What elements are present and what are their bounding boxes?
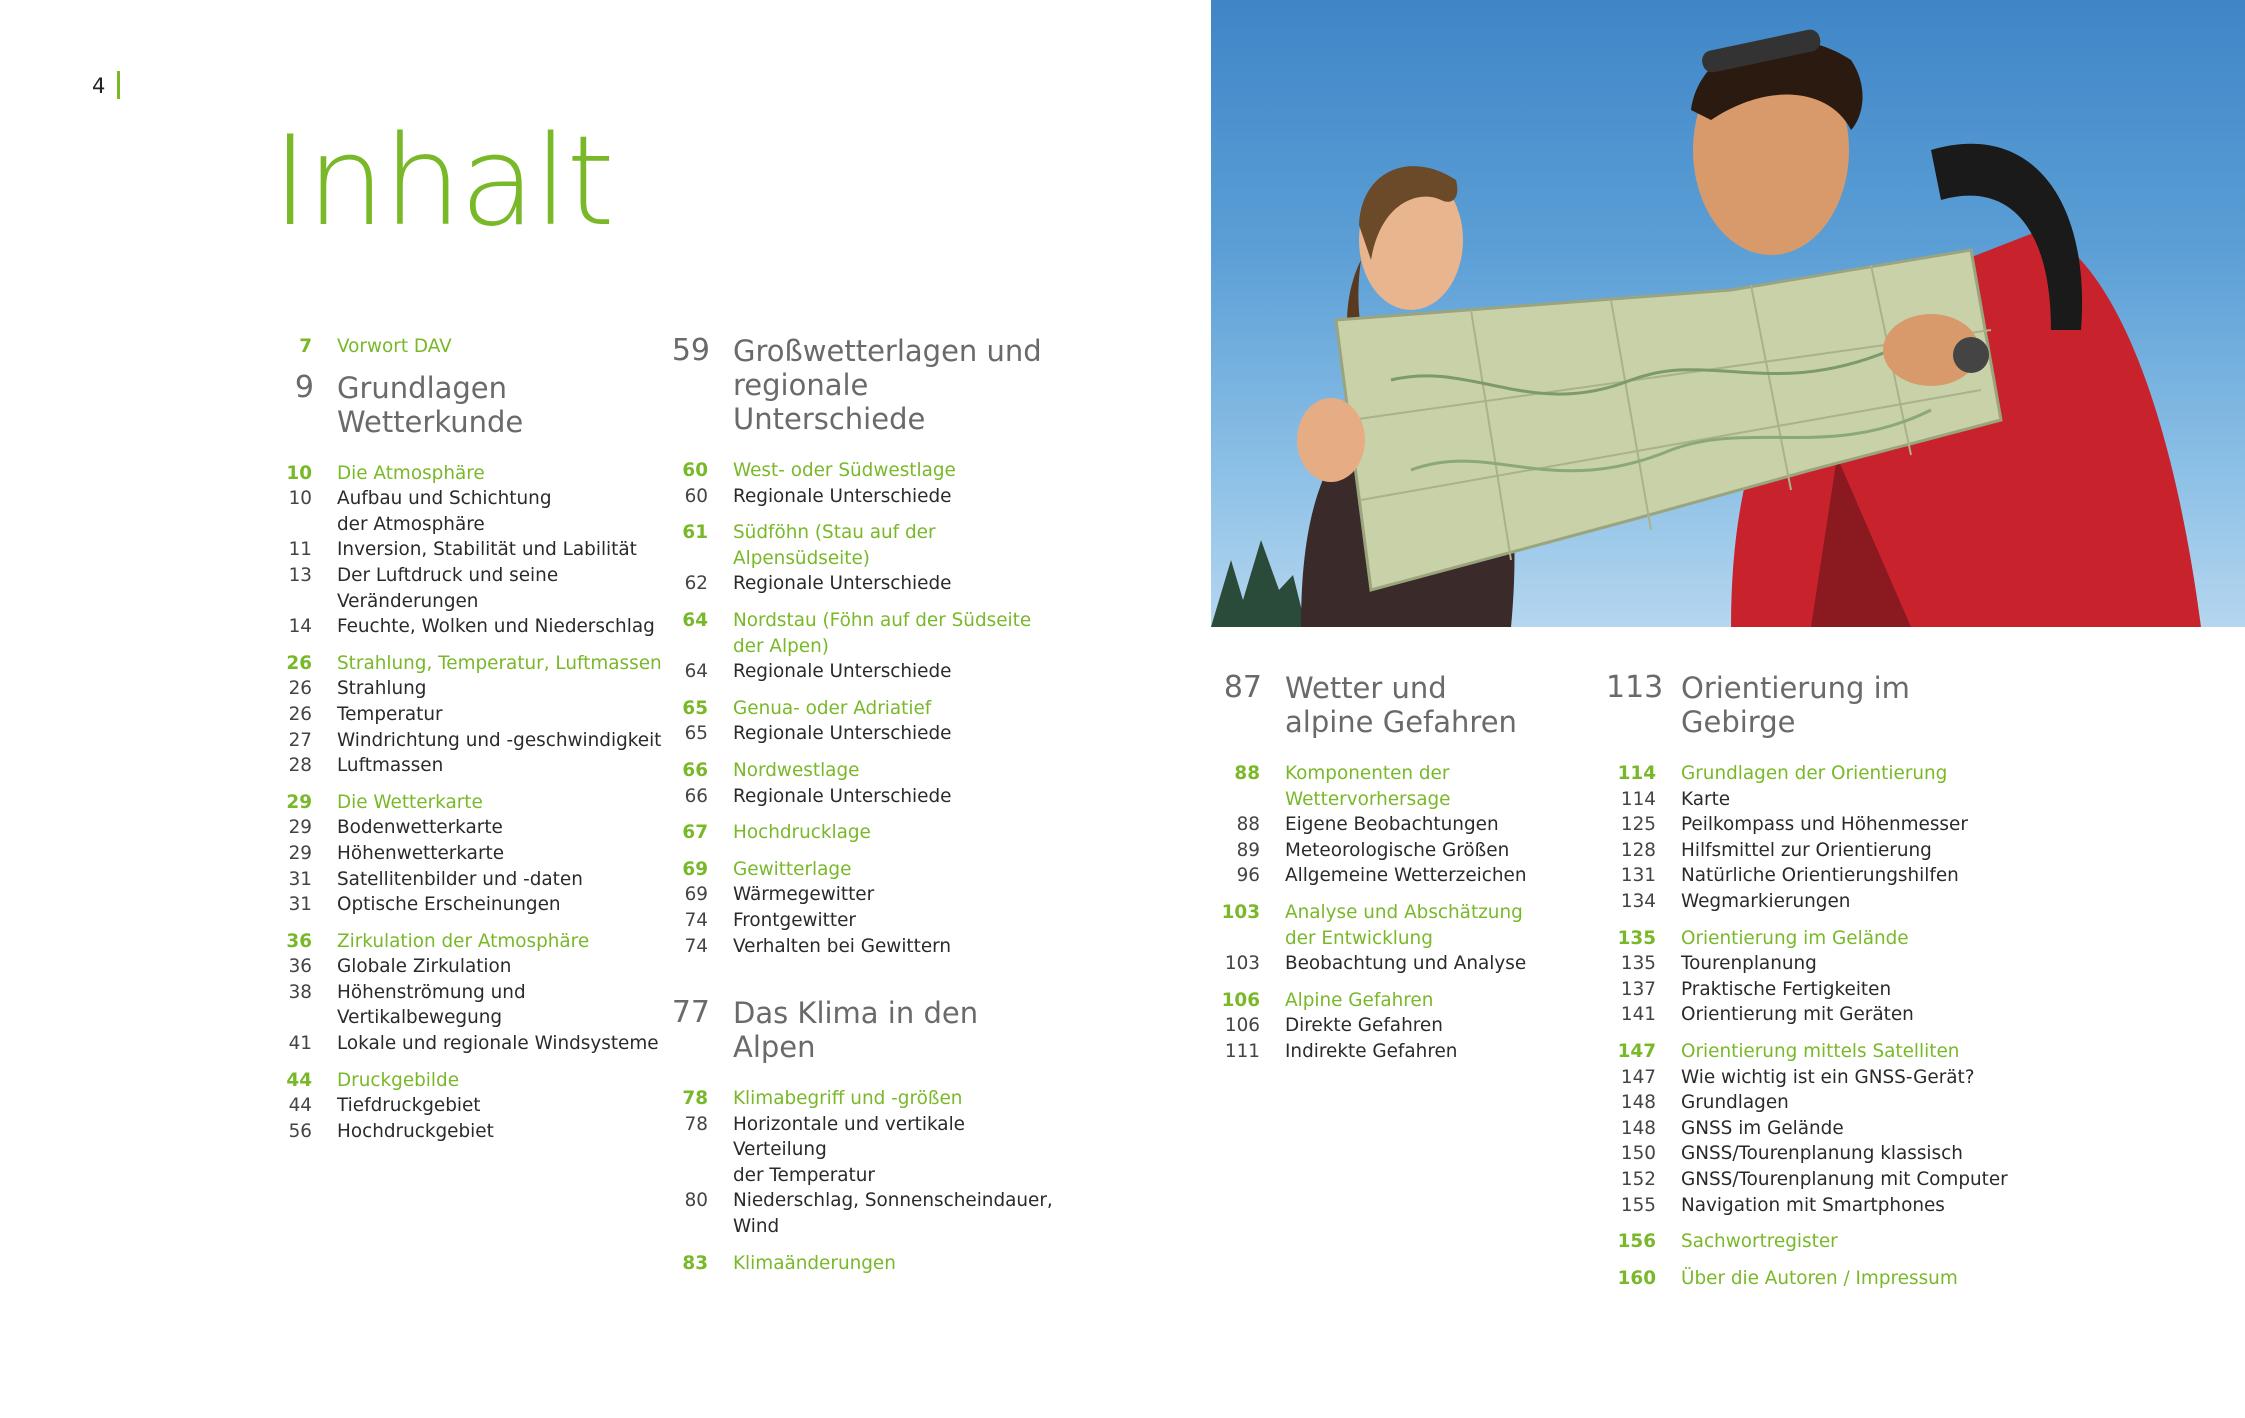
chapter-heading — [262, 371, 682, 439]
toc-page-number: 44 — [288, 1095, 312, 1117]
chapter-heading — [658, 996, 1058, 1064]
toc-entry-title: Hilfsmittel zur Orientierung — [1681, 839, 1932, 861]
toc-group — [1606, 1229, 2026, 1255]
toc-entry-title: Indirekte Gefahren — [1285, 1040, 1458, 1062]
toc-entry — [1606, 863, 2026, 889]
toc-entry — [1210, 863, 1630, 889]
toc-entry-title: Strahlung — [337, 678, 427, 700]
toc-page-number: 36 — [286, 930, 312, 952]
toc-entry-title: Alpine Gefahren — [1285, 989, 1434, 1011]
toc-entry-title: Peilkompass und Höhenmesser — [1681, 814, 1968, 836]
toc-entry-title: Navigation mit Smartphones — [1681, 1194, 1945, 1216]
toc-entry — [262, 563, 682, 614]
toc-entry-title: Analyse und Abschätzung der Entwicklung — [1285, 901, 1523, 949]
toc-entry-title: Beobachtung und Analyse — [1285, 953, 1527, 975]
toc-entry — [1606, 951, 2026, 977]
toc-page-number: 26 — [288, 678, 312, 700]
toc-page-number: 64 — [684, 661, 708, 683]
toc-entry — [1210, 1039, 1630, 1065]
toc-page-number: 141 — [1620, 1004, 1656, 1026]
toc-group — [658, 1086, 1058, 1240]
toc-section-entry — [658, 696, 1058, 722]
toc-page-number: 152 — [1620, 1168, 1656, 1190]
toc-page-number: 60 — [684, 485, 708, 507]
toc-entry — [1210, 1013, 1630, 1039]
toc-page-number: 13 — [288, 564, 312, 586]
toc-page-number: 114 — [1620, 788, 1656, 810]
toc-page-number: 7 — [299, 336, 312, 357]
toc-entry-title: Klimabegriff und -größen — [733, 1088, 963, 1110]
toc-page-number: 156 — [1617, 1231, 1656, 1253]
toc-entry-title: Druckgebilde — [337, 1069, 460, 1091]
page-title: Inhalt — [272, 110, 613, 254]
toc-page-number: 66 — [684, 785, 708, 807]
toc-page-number: 69 — [684, 884, 708, 906]
toc-group — [1210, 900, 1630, 977]
toc-entry — [658, 571, 1058, 597]
toc-entry — [262, 954, 682, 980]
toc-entry-title: Praktische Fertigkeiten — [1681, 978, 1892, 1000]
toc-entry — [1606, 1141, 2026, 1167]
chapter-page-number: 77 — [671, 995, 710, 1031]
toc-page-number: 60 — [682, 460, 708, 481]
toc-entry-title: Meteorologische Größen — [1285, 839, 1510, 861]
chapter-title: Das Klima in den Alpen — [733, 996, 979, 1065]
toc-group — [262, 790, 682, 918]
toc-entry — [262, 841, 682, 867]
toc-section-entry — [1210, 988, 1630, 1014]
toc-section-entry — [658, 758, 1058, 784]
chapter-page-number: 9 — [294, 369, 314, 405]
toc-entry-title: Regionale Unterschiede — [733, 485, 952, 507]
chapter-page-number: 113 — [1606, 670, 1664, 705]
toc-column-1 — [262, 334, 682, 1155]
toc-entry — [658, 484, 1058, 510]
chapter-title: Orientierung im Gebirge — [1681, 671, 1910, 739]
toc-group — [658, 520, 1058, 597]
chapter-page-number: 59 — [671, 333, 710, 368]
toc-entry-title: Tourenplanung — [1681, 953, 1817, 975]
toc-page-number: 66 — [682, 759, 708, 781]
toc-section-entry — [658, 820, 1058, 846]
toc-page-number: 125 — [1620, 814, 1656, 836]
toc-entry — [658, 721, 1058, 747]
toc-entry — [262, 1093, 682, 1119]
toc-entry-title: Zirkulation der Atmosphäre — [337, 930, 590, 952]
toc-entry-title: Temperatur — [337, 703, 443, 725]
toc-entry — [658, 934, 1058, 960]
toc-page-number: 88 — [1236, 814, 1260, 836]
toc-entry — [262, 815, 682, 841]
toc-entry-title: Regionale Unterschiede — [733, 785, 952, 807]
toc-entry-title: Direkte Gefahren — [1285, 1015, 1443, 1037]
toc-section-entry — [262, 1068, 682, 1094]
toc-group — [262, 334, 682, 360]
toc-page-number: 14 — [288, 616, 312, 638]
toc-entry-title: Bodenwetterkarte — [337, 817, 503, 839]
toc-section-entry — [1606, 926, 2026, 952]
toc-entry — [658, 908, 1058, 934]
toc-page-number: 80 — [684, 1190, 708, 1212]
toc-page-number: 10 — [288, 488, 312, 510]
toc-entry — [1606, 1090, 2026, 1116]
toc-group — [658, 857, 1058, 959]
toc-entry — [262, 867, 682, 893]
toc-entry-title: Strahlung, Temperatur, Luftmassen — [337, 652, 662, 674]
toc-section-entry — [262, 651, 682, 677]
toc-entry-title: Der Luftdruck und seine Veränderungen — [337, 564, 559, 612]
toc-entry-title: Feuchte, Wolken und Niederschlag — [337, 616, 655, 638]
toc-page-number: 69 — [682, 858, 708, 880]
toc-page-number: 147 — [1617, 1040, 1656, 1062]
toc-page-number: 26 — [286, 652, 312, 674]
toc-entry-title: Wärmegewitter — [733, 884, 875, 906]
toc-entry — [262, 702, 682, 728]
toc-section-entry — [658, 520, 1058, 571]
toc-entry — [262, 1119, 682, 1145]
toc-entry-title: Grundlagen der Orientierung — [1681, 763, 1948, 784]
toc-page-number: 83 — [682, 1252, 708, 1274]
toc-entry-title: Die Wetterkarte — [337, 791, 483, 813]
toc-entry-title: Gewitterlage — [733, 858, 852, 880]
toc-entry — [262, 1031, 682, 1057]
toc-page-number: 31 — [288, 894, 312, 916]
toc-group — [1606, 1266, 2026, 1292]
chapter-page-number: 87 — [1223, 670, 1262, 705]
toc-page-number: 29 — [288, 842, 312, 864]
toc-page-number: 29 — [288, 817, 312, 839]
toc-entry-title: Tiefdruckgebiet — [337, 1095, 481, 1117]
toc-section-entry — [262, 929, 682, 955]
toc-entry-title: Globale Zirkulation — [337, 956, 512, 978]
toc-group — [262, 651, 682, 779]
toc-page-number: 78 — [684, 1113, 708, 1135]
toc-entry-title: Aufbau und Schichtung der Atmosphäre — [337, 488, 552, 535]
toc-entry — [1606, 1193, 2026, 1219]
toc-section-entry — [262, 461, 682, 487]
toc-entry-title: Wie wichtig ist ein GNSS-Gerät? — [1681, 1066, 1975, 1088]
toc-entry — [262, 753, 682, 779]
toc-entry — [658, 1188, 1058, 1239]
toc-page-number: 114 — [1617, 763, 1656, 784]
toc-entry — [658, 1112, 1058, 1189]
toc-entry — [1606, 1065, 2026, 1091]
toc-page-number: 27 — [288, 729, 312, 751]
toc-page-number: 74 — [684, 909, 708, 931]
toc-entry-title: Hochdruckgebiet — [337, 1120, 494, 1142]
toc-entry — [262, 676, 682, 702]
toc-entry-title: Südföhn (Stau auf der Alpensüdseite) — [733, 522, 936, 569]
toc-entry-title: Genua- oder Adriatief — [733, 697, 932, 719]
toc-page-number: 10 — [286, 462, 312, 484]
toc-page-number: 28 — [288, 755, 312, 777]
toc-entry-title: Regionale Unterschiede — [733, 573, 952, 595]
toc-column-4 — [1606, 671, 2026, 1302]
toc-page-number: 74 — [684, 935, 708, 957]
toc-entry-title: Klimaänderungen — [733, 1252, 896, 1274]
toc-entry-title: Frontgewitter — [733, 909, 856, 931]
toc-page-number: 11 — [288, 539, 312, 561]
toc-entry-title: Orientierung mit Geräten — [1681, 1004, 1914, 1026]
chapter-heading — [1210, 671, 1630, 739]
toc-entry-title: Orientierung mittels Satelliten — [1681, 1040, 1960, 1062]
toc-entry — [1606, 1167, 2026, 1193]
section-spacer — [658, 970, 1058, 996]
toc-entry — [1210, 838, 1630, 864]
toc-section-entry — [1606, 761, 2026, 787]
toc-section-entry — [1606, 1229, 2026, 1255]
chapter-title: Großwetterlagen und regionale Unterschiede — [733, 334, 1042, 436]
toc-group — [658, 1251, 1058, 1277]
toc-group — [262, 929, 682, 1057]
chapter-title: Grundlagen Wetterkunde — [337, 370, 524, 439]
toc-entry — [658, 659, 1058, 685]
toc-entry — [1606, 1116, 2026, 1142]
toc-page-number: 128 — [1620, 839, 1656, 861]
toc-entry — [262, 728, 682, 754]
toc-page-number: 103 — [1221, 901, 1260, 923]
toc-entry-title: Lokale und regionale Windsysteme — [337, 1033, 659, 1055]
chapter-title: Wetter und alpine Gefahren — [1285, 671, 1517, 739]
toc-entry-title: Grundlagen — [1681, 1092, 1789, 1114]
toc-entry-title: Höhenströmung und Vertikalbewegung — [337, 981, 526, 1029]
toc-entry-title: Luftmassen — [337, 755, 444, 777]
chapter-heading — [1606, 671, 2026, 739]
toc-entry — [1606, 812, 2026, 838]
toc-page-number: 106 — [1221, 989, 1260, 1011]
toc-entry — [262, 537, 682, 563]
toc-section-entry — [658, 1251, 1058, 1277]
toc-entry-title: Satellitenbilder und -daten — [337, 868, 583, 890]
toc-page-number: 148 — [1620, 1117, 1656, 1139]
toc-page-number: 88 — [1234, 763, 1260, 784]
toc-entry — [262, 486, 682, 537]
toc-page-number: 137 — [1620, 978, 1656, 1000]
photo-illustration — [1211, 0, 2245, 627]
toc-page-number: 61 — [682, 522, 708, 544]
toc-entry — [1606, 838, 2026, 864]
toc-entry-title: Nordstau (Föhn auf der Südseite der Alpen) — [733, 609, 1032, 657]
toc-entry-title: Die Atmosphäre — [337, 462, 485, 484]
toc-page-number: 56 — [288, 1120, 312, 1142]
toc-page-number: 106 — [1224, 1015, 1260, 1037]
toc-page-number: 96 — [1236, 865, 1260, 887]
toc-group — [658, 608, 1058, 685]
toc-entry-title: Optische Erscheinungen — [337, 894, 561, 916]
toc-entry — [1210, 812, 1630, 838]
toc-page-number: 150 — [1620, 1143, 1656, 1165]
toc-page-number: 135 — [1620, 953, 1656, 975]
toc-entry-title: GNSS/Tourenplanung mit Computer — [1681, 1168, 2008, 1190]
toc-group — [1606, 1039, 2026, 1218]
toc-entry — [262, 614, 682, 640]
toc-group — [1606, 926, 2026, 1028]
toc-entry-title: Hochdrucklage — [733, 822, 871, 844]
toc-entry-title: GNSS/Tourenplanung klassisch — [1681, 1143, 1963, 1165]
toc-group — [262, 1068, 682, 1145]
toc-section-entry — [1606, 1039, 2026, 1065]
toc-entry — [1606, 787, 2026, 813]
toc-section-entry — [1606, 1266, 2026, 1292]
toc-entry — [658, 784, 1058, 810]
toc-group — [1210, 988, 1630, 1065]
toc-page-number: 41 — [288, 1033, 312, 1055]
toc-page-number: 64 — [682, 609, 708, 631]
toc-group — [658, 820, 1058, 846]
toc-page-number: 103 — [1224, 953, 1260, 975]
toc-section-entry — [658, 458, 1058, 484]
toc-entry-title: Inversion, Stabilität und Labilität — [337, 539, 637, 561]
toc-entry-title: Komponenten der Wettervorhersage — [1285, 763, 1451, 810]
toc-entry-title: Eigene Beobachtungen — [1285, 814, 1499, 836]
toc-column-3 — [1210, 671, 1630, 1076]
toc-entry — [262, 892, 682, 918]
toc-entry — [658, 882, 1058, 908]
toc-entry — [1606, 1002, 2026, 1028]
page-number: 4 — [92, 74, 106, 98]
toc-page-number: 26 — [288, 703, 312, 725]
toc-entry-title: West- oder Südwestlage — [733, 460, 956, 481]
toc-group — [262, 461, 682, 640]
toc-entry-title: Regionale Unterschiede — [733, 723, 952, 745]
toc-group — [1606, 761, 2026, 915]
toc-section-entry — [1210, 900, 1630, 951]
toc-entry — [1210, 951, 1630, 977]
toc-entry-title: Über die Autoren / Impressum — [1681, 1267, 1958, 1289]
toc-entry-title: Natürliche Orientierungshilfen — [1681, 865, 1959, 887]
toc-section-entry — [262, 334, 682, 360]
toc-entry-title: Horizontale und vertikale Verteilung der Temperatur — [733, 1113, 965, 1186]
toc-entry-title: Niederschlag, Sonnenscheindauer, Wind — [733, 1190, 1053, 1238]
toc-section-entry — [262, 790, 682, 816]
toc-group — [658, 458, 1058, 509]
toc-entry-title: Karte — [1681, 788, 1731, 810]
toc-page-number: 67 — [682, 822, 708, 844]
toc-section-entry — [658, 857, 1058, 883]
toc-page-number: 31 — [288, 868, 312, 890]
toc-page-number: 78 — [682, 1088, 708, 1110]
page-number-bar — [117, 71, 120, 99]
chapter-heading — [658, 334, 1058, 436]
toc-page-number: 155 — [1620, 1194, 1656, 1216]
toc-section-entry — [1210, 761, 1630, 812]
toc-entry-title: Vorwort DAV — [337, 336, 452, 357]
toc-entry-title: Wegmarkierungen — [1681, 890, 1851, 912]
toc-entry-title: Verhalten bei Gewittern — [733, 935, 952, 957]
toc-page-number: 160 — [1617, 1267, 1656, 1289]
toc-entry-title: Regionale Unterschiede — [733, 661, 952, 683]
toc-page-number: 111 — [1224, 1040, 1260, 1062]
toc-page-number: 38 — [288, 981, 312, 1003]
toc-group — [658, 696, 1058, 747]
toc-entry-title: Nordwestlage — [733, 759, 860, 781]
toc-page-number: 36 — [288, 956, 312, 978]
toc-section-entry — [658, 608, 1058, 659]
toc-page-number: 44 — [286, 1069, 312, 1091]
toc-page-number: 131 — [1620, 865, 1656, 887]
toc-page-number: 134 — [1620, 890, 1656, 912]
hikers-reading-map-photo — [1211, 0, 2245, 627]
toc-entry-title: Sachwortregister — [1681, 1231, 1838, 1253]
toc-page-number: 135 — [1617, 927, 1656, 949]
toc-column-2 — [658, 334, 1058, 1287]
toc-entry — [262, 980, 682, 1031]
toc-entry-title: Windrichtung und -geschwindigkeit — [337, 729, 662, 751]
toc-entry — [1606, 889, 2026, 915]
toc-page-number: 89 — [1236, 839, 1260, 861]
toc-group — [1210, 761, 1630, 889]
toc-entry — [1606, 977, 2026, 1003]
toc-page-number: 62 — [684, 573, 708, 595]
toc-entry-title: GNSS im Gelände — [1681, 1117, 1844, 1139]
toc-section-entry — [658, 1086, 1058, 1112]
toc-page-number: 29 — [286, 791, 312, 813]
toc-group — [658, 758, 1058, 809]
toc-page-number: 148 — [1620, 1092, 1656, 1114]
toc-entry-title: Allgemeine Wetterzeichen — [1285, 865, 1527, 887]
toc-entry-title: Höhenwetterkarte — [337, 842, 505, 864]
toc-page-number: 147 — [1620, 1066, 1656, 1088]
toc-page-number: 65 — [682, 697, 708, 719]
toc-page-number: 65 — [684, 723, 708, 745]
toc-entry-title: Orientierung im Gelände — [1681, 927, 1909, 949]
